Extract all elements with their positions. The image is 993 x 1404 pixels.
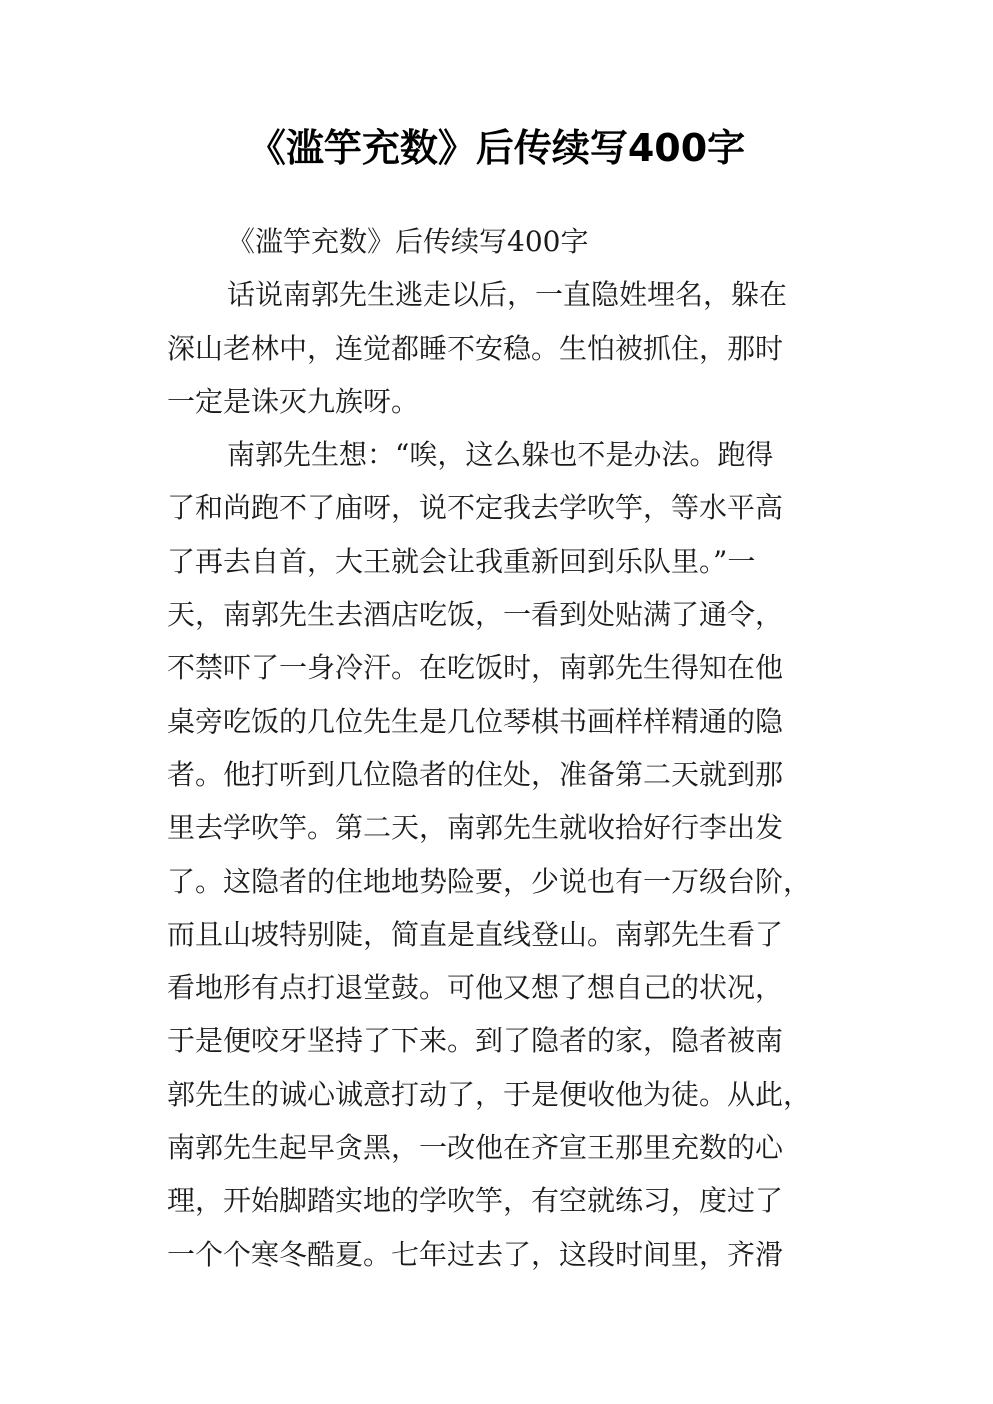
paragraph-line: 者。他打听到几位隐者的住处，准备第二天就到那 bbox=[167, 757, 784, 791]
subtitle-line: 《滥竽充数》后传续写400字 bbox=[227, 225, 589, 258]
document-body bbox=[167, 215, 843, 1281]
paragraph-line: 南郭先生想：“唉，这么躲也不是办法。跑得 bbox=[227, 438, 774, 472]
paragraph-line: 不禁吓了一身冷汗。在吃饭时，南郭先生得知在他 bbox=[167, 651, 784, 685]
paragraph-line: 南郭先生起早贪黑，一改他在齐宣王那里充数的心 bbox=[167, 1131, 784, 1165]
paragraph-line: 了再去自首，大王就会让我重新回到乐队里。”一 bbox=[167, 544, 756, 578]
paragraph-line: 深山老林中，连觉都睡不安稳。生怕被抓住，那时 bbox=[167, 331, 784, 365]
paragraph-line: 于是便咬牙坚持了下来。到了隐者的家，隐者被南 bbox=[167, 1024, 784, 1058]
paragraph-line: 郭先生的诚心诚意打动了，于是便收他为徒。从此， bbox=[167, 1077, 812, 1111]
paragraph-line: 天，南郭先生去酒店吃饭，一看到处贴满了通令， bbox=[167, 598, 784, 632]
paragraph-line: 而且山坡特别陡，简直是直线登山。南郭先生看了 bbox=[167, 917, 784, 951]
page-title: 《滥竽充数》后传续写400字 bbox=[247, 126, 746, 170]
paragraph-line: 了。这隐者的住地地势险要，少说也有一万级台阶， bbox=[167, 864, 812, 898]
paragraph-line: 理，开始脚踏实地的学吹竽，有空就练习，度过了 bbox=[167, 1184, 784, 1218]
paragraph-line: 一定是诛灭九族呀。 bbox=[167, 384, 420, 418]
paragraph-line: 一个个寒冬酷夏。七年过去了，这段时间里，齐滑 bbox=[167, 1237, 784, 1271]
paragraph-line: 话说南郭先生逃走以后，一直隐姓埋名，躲在 bbox=[227, 278, 788, 312]
paragraph-line: 看地形有点打退堂鼓。可他又想了想自己的状况， bbox=[167, 971, 784, 1005]
paragraph-line: 桌旁吃饭的几位先生是几位琴棋书画样样精通的隐 bbox=[167, 704, 784, 738]
paragraph-line: 了和尚跑不了庙呀，说不定我去学吹竽，等水平高 bbox=[167, 491, 784, 525]
paragraph-line: 里去学吹竽。第二天，南郭先生就收拾好行李出发 bbox=[167, 811, 784, 845]
